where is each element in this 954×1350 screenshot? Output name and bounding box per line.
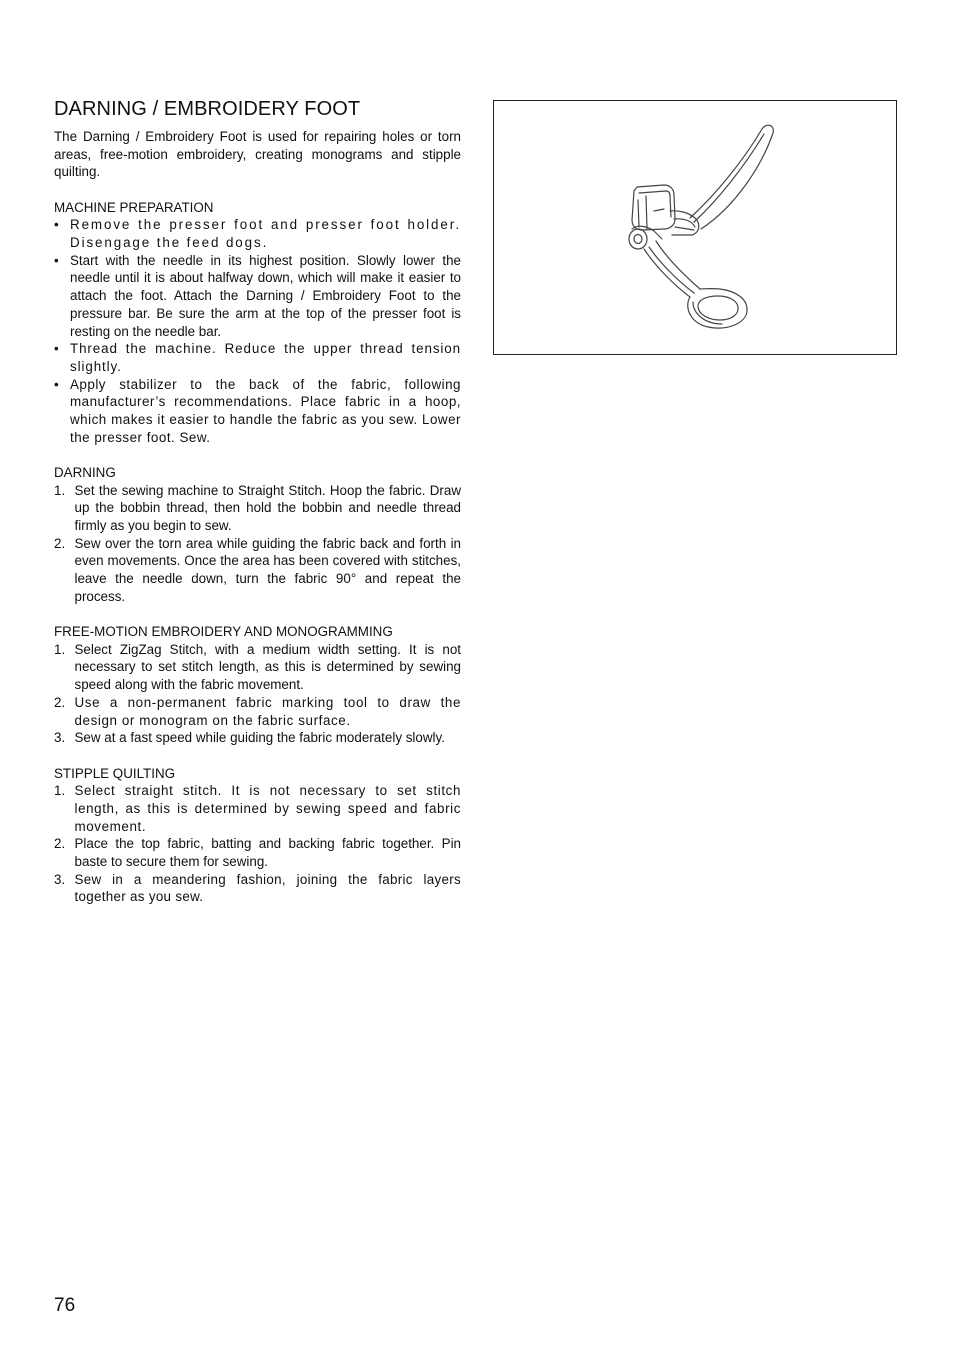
section-title: DARNING [54, 464, 116, 480]
list-item-text: Sew over the torn area while guiding the fabric back and forth in even movements. Once the area has been covered with stitches, leave the needle down, turn the fabric 90° and repeat the process. [74, 535, 461, 604]
stipple-steps [54, 782, 461, 906]
section-title: STIPPLE QUILTING [54, 765, 176, 781]
list-item [54, 782, 461, 835]
list-item [54, 871, 461, 906]
step-number: 1. [54, 641, 66, 657]
step-number: 2. [54, 694, 66, 710]
list-item-text: Remove the presser foot and presser foot holder. Disengage the feed dogs. [70, 217, 461, 251]
list-item-text: Start with the needle in its highest position. Slowly lower the needle until it is about halfway down, which will make it easier to attach the foot. Attach the Darning / Embroidery Foot to the pressure bar. Be sure the arm at the top of the presser foot is resting on the needle bar. [70, 252, 461, 339]
step-number: 1. [54, 783, 66, 799]
bullet: • [54, 376, 59, 392]
list-item-text: Sew in a meandering fashion, joining the fabric layers together as you sew. [74, 871, 461, 905]
section-title: FREE-MOTION EMBROIDERY AND MONOGRAMMING [54, 624, 393, 640]
list-item-text: Select ZigZag Stitch, with a medium width setting. It is not necessary to set stitch length, as this is determined by sewing speed along with the fabric movement. [74, 641, 461, 693]
darning-steps [54, 482, 461, 606]
darning-section [54, 464, 461, 606]
list-item [54, 216, 461, 251]
step-number: 2. [54, 535, 66, 551]
preparation-list [54, 216, 461, 446]
list-item [54, 376, 461, 447]
page-number: 76 [54, 1295, 76, 1316]
stipple-quilting-section [54, 765, 461, 907]
list-item [54, 835, 461, 870]
list-item [54, 641, 461, 694]
list-item [54, 535, 461, 606]
list-item [54, 482, 461, 535]
figure-frame [493, 100, 897, 355]
intro-paragraph: The Darning / Embroidery Foot is used for repairing holes or torn areas, free-motion embroidery, creating monograms and stipple quilting. [54, 129, 461, 180]
step-number: 3. [54, 730, 66, 746]
step-number: 1. [54, 482, 66, 498]
bullet: • [54, 217, 59, 233]
page-title: DARNING / EMBROIDERY FOOT [54, 98, 361, 120]
content-column [54, 96, 461, 906]
list-item [54, 340, 461, 375]
darning-foot-illustration-icon [494, 101, 898, 356]
list-item-text: Apply stabilizer to the back of the fabric, following manufacturer’s recommendations. Place fabric in a hoop, which makes it easier to handle the fabric as you sew. Lower the presser foot. Sew. [70, 376, 461, 445]
free-motion-steps [54, 641, 461, 747]
list-item-text: Thread the machine. Reduce the upper thread tension slightly. [70, 341, 461, 374]
machine-preparation-section [54, 199, 461, 447]
list-item-text: Place the top fabric, batting and backing fabric together. Pin baste to secure them for sewing. [74, 836, 461, 870]
list-item-text: Sew at a fast speed while guiding the fabric moderately slowly. [74, 730, 445, 746]
bullet: • [54, 252, 59, 268]
list-item [54, 694, 461, 729]
free-motion-section [54, 623, 461, 747]
section-title: MACHINE PREPARATION [54, 199, 214, 215]
bullet: • [54, 341, 59, 357]
list-item [54, 729, 461, 747]
list-item-text: Use a non-permanent fabric marking tool to draw the design or monogram on the fabric surface. [74, 694, 461, 728]
list-item [54, 252, 461, 341]
list-item-text: Set the sewing machine to Straight Stitch. Hoop the fabric. Draw up the bobbin thread, then hold the bobbin and needle thread firmly as you begin to sew. [74, 482, 461, 534]
step-number: 3. [54, 871, 66, 887]
list-item-text: Select straight stitch. It is not necessary to set stitch length, as this is determined by sewing speed and fabric movement. [74, 783, 461, 834]
step-number: 2. [54, 836, 66, 852]
